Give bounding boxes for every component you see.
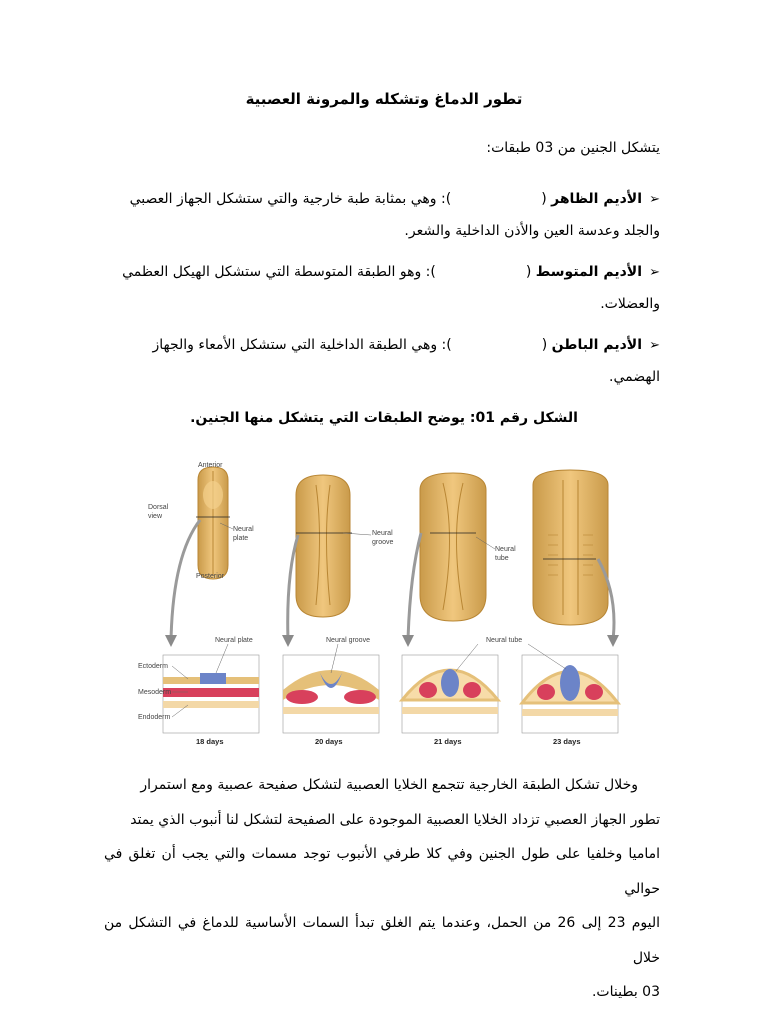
intro-text: يتشكل الجنين من 03 طبقات: (486, 140, 660, 156)
bullet-text-continued: والجلد وعدسة العين والأذن الداخلية والشعر. (404, 223, 660, 239)
cross-section-23-days (522, 655, 618, 733)
arrow-bullet-icon: ➢ (649, 192, 660, 207)
neural-groove-section-label: Neural groove (326, 637, 370, 644)
term-ectoderm: الأديم الظاهر (551, 191, 642, 207)
bullet-text-continued: الهضمي. (609, 369, 660, 385)
body-paragraph (104, 768, 660, 1010)
embryo-23-days (533, 470, 608, 625)
bullet-text: ): وهي الطبقة الداخلية التي ستشكل الأمعاء والجهاز (152, 337, 452, 353)
neural-tube-section-label: Neural tube (486, 637, 523, 644)
dorsal-view-label-2: view (148, 513, 163, 520)
posterior-label: Posterior (196, 573, 225, 580)
paragraph-line: وخلال تشكل الطبقة الخارجية تتجمع الخلايا العصبية لتشكل صفيحة عصبية ومع استمرار (140, 777, 638, 793)
neural-plate-label-2: plate (233, 535, 249, 542)
embryo-18-days (196, 467, 230, 579)
layer-list (95, 182, 660, 401)
dorsal-view-label: Dorsal (148, 504, 169, 511)
list-item: ➢الأديم الباطن (): وهي الطبقة الداخلية التي ستشكل الأمعاء والجهاز الهضمي. (95, 328, 660, 391)
embryo-development-figure (138, 445, 623, 750)
embryo-21-days (420, 473, 486, 621)
list-item: ➢الأديم المتوسط (): وهو الطبقة المتوسطة التي ستشكل الهيكل العظمي والعضلات. (95, 255, 660, 318)
arrow-bullet-icon: ➢ (649, 265, 660, 280)
ectoderm-label: Ectoderm (138, 663, 168, 670)
day-label-21: 21 days (434, 737, 462, 746)
cross-section-20-days (283, 655, 379, 733)
term-endoderm: الأديم الباطن (551, 337, 642, 353)
bullet-text: ): وهي بمثابة طبة خارجية والتي ستشكل الجهاز العصبي (129, 191, 452, 207)
anterior-label: Anterior (198, 462, 223, 469)
endoderm-label: Endoderm (138, 714, 171, 721)
figure-caption: الشكل رقم 01: يوضح الطبقات التي يتشكل منها الجنين. (190, 410, 578, 426)
arrow-bullet-icon: ➢ (649, 338, 660, 353)
bullet-text: ): وهو الطبقة المتوسطة التي ستشكل الهيكل العظمي (122, 264, 436, 280)
neural-tube-label-2: tube (495, 555, 509, 562)
neural-groove-label-2: groove (372, 539, 394, 546)
paragraph-line: تطور الجهاز العصبي تزداد الخلايا العصبية الموجودة على الصفيحة لتشكل لنا أنبوب الذي يمتد (130, 811, 660, 828)
day-label-18: 18 days (196, 737, 224, 746)
neural-tube-label: Neural (495, 546, 516, 553)
embryo-20-days (296, 475, 352, 617)
neural-plate-label: Neural (233, 526, 254, 533)
cross-section-18-days (163, 655, 259, 733)
term-mesoderm: الأديم المتوسط (535, 264, 642, 280)
paragraph-line: اماميا وخلفيا على طول الجنين وفي كلا طرفي الأنبوب توجد مسمات والتي يجب أن تغلق في حوالي (104, 846, 660, 897)
mesoderm-label: Mesoderm (138, 689, 172, 696)
bullet-text-continued: والعضلات. (600, 296, 660, 312)
neural-groove-label: Neural (372, 530, 393, 537)
neural-plate-section-label: Neural plate (215, 637, 253, 644)
cross-section-21-days (402, 655, 498, 733)
day-label-23: 23 days (553, 737, 581, 746)
day-label-20: 20 days (315, 737, 343, 746)
list-item: ➢الأديم الظاهر (): وهي بمثابة طبة خارجية والتي ستشكل الجهاز العصبي والجلد وعدسة العين والأذن الداخلية والشعر. (95, 182, 660, 245)
paragraph-line: 03 بطينات. (591, 984, 660, 1000)
paragraph-line: اليوم 23 إلى 26 من الحمل، وعندما يتم الغلق تبدأ السمات الأساسية للدماغ في التشكل من خلال (104, 915, 661, 966)
page-title: تطور الدماغ وتشكله والمرونة العصبية (245, 90, 523, 108)
